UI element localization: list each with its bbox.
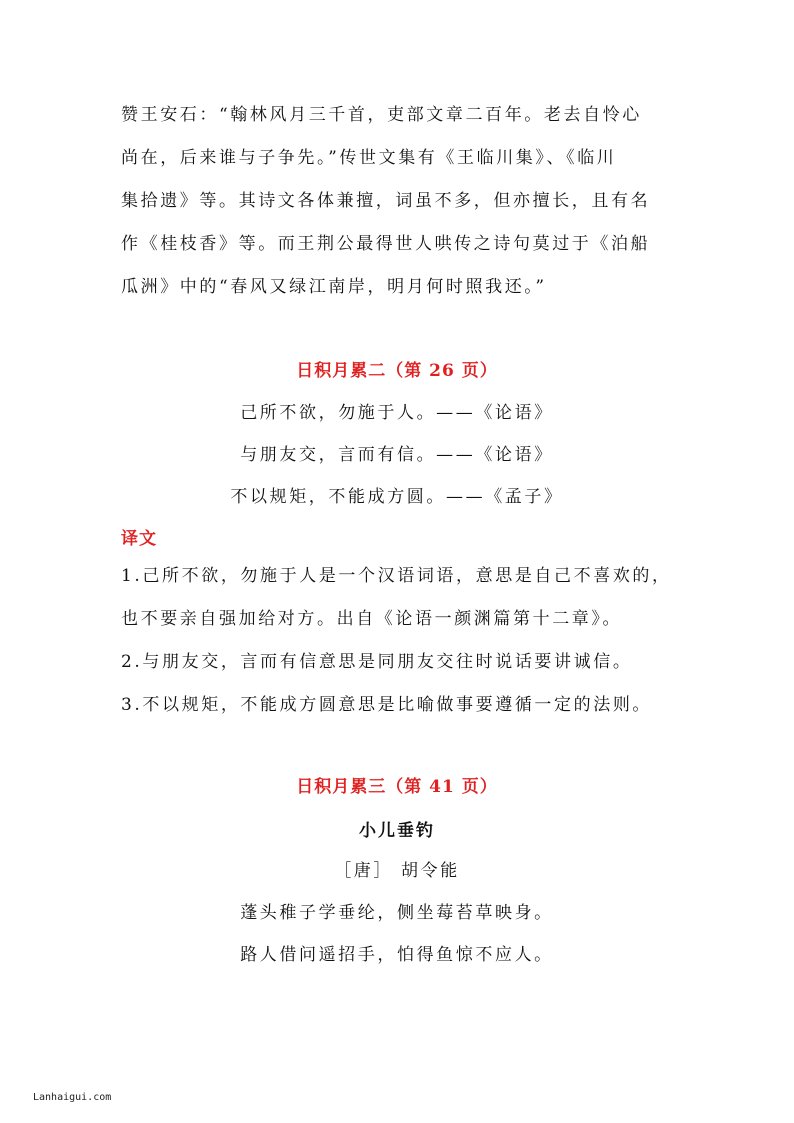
translation-line: 1.己所不欲，勿施于人是一个汉语词语，意思是自己不喜欢的， <box>121 566 672 586</box>
intro-line: 尚在，后来谁与子争先。”传世文集有《王临川集》、《临川 <box>121 148 617 168</box>
poem-line: 路人借问遥招手，怕得鱼惊不应人。 <box>240 945 554 965</box>
intro-line: 赞王安石：“翰林风月三千首，吏部文章二百年。老去自怜心 <box>121 105 642 125</box>
translation-line: 3.不以规矩，不能成方圆意思是比喻做事要遵循一定的法则。 <box>121 695 653 715</box>
section-heading-41: 日积月累三（第 41 页） <box>296 777 498 797</box>
quote-line: 与朋友交，言而有信。——《论语》 <box>240 445 554 465</box>
section-heading-26: 日积月累二（第 26 页） <box>296 361 498 381</box>
quote-line: 不以规矩，不能成方圆。——《孟子》 <box>230 487 564 507</box>
intro-line: 作《桂枝香》等。而王荆公最得世人哄传之诗句莫过于《泊船 <box>121 234 651 254</box>
intro-line: 集拾遗》等。其诗文各体兼擅，词虽不多，但亦擅长，且有名 <box>121 191 651 211</box>
footer-site-label: Lanhaigui.com <box>33 1092 112 1103</box>
translation-label: 译文 <box>121 529 157 549</box>
poem-title: 小儿垂钓 <box>359 821 435 841</box>
translation-paragraph <box>121 555 676 727</box>
translation-line: 也不要亲自强加给对方。出自《论语一颜渊篇第十二章》。 <box>121 609 623 629</box>
intro-line: 瓜洲》中的“春风又绿江南岸，明月何时照我还。” <box>121 277 547 297</box>
poem-author: ［唐］ 胡令能 <box>334 861 460 881</box>
quote-line: 己所不欲，勿施于人。——《论语》 <box>240 403 554 423</box>
translation-line: 2.与朋友交，言而有信意思是同朋友交往时说话要讲诚信。 <box>121 652 633 672</box>
poem-line: 蓬头稚子学垂纶，侧坐莓苔草映身。 <box>240 903 554 923</box>
intro-paragraph <box>121 94 676 309</box>
